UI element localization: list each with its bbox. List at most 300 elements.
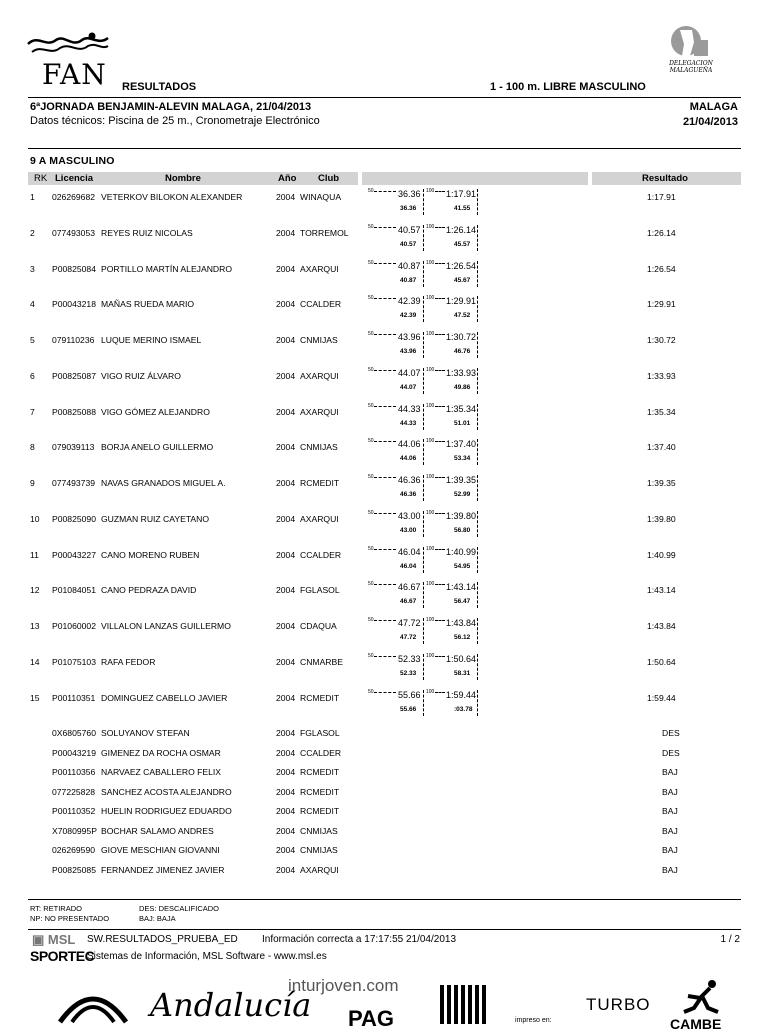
column-licencia: Licencia — [55, 173, 94, 184]
year-cell: 2004 — [276, 228, 296, 238]
year-cell: 2004 — [276, 585, 296, 595]
result-cell: 1:26.14 — [647, 228, 676, 238]
partial-1-time: 46.04 — [400, 563, 417, 570]
sponsor-cambe-text: CAMBE — [670, 1016, 722, 1032]
split-leader-2 — [435, 620, 445, 621]
split-label-100: 100 — [426, 367, 435, 373]
licence-cell: 0X6805760 — [52, 728, 96, 738]
status-cell: BAJ — [662, 767, 678, 777]
footer-report-name: SW.RESULTADOS_PRUEBA_ED — [87, 934, 238, 945]
club-cell: AXARQUI — [300, 264, 339, 274]
split-leader-2 — [435, 692, 445, 693]
rank-cell: 2 — [30, 228, 35, 238]
year-cell: 2004 — [276, 335, 296, 345]
year-cell: 2004 — [276, 806, 296, 816]
split-label-50: 50 — [368, 331, 374, 337]
split-times — [368, 403, 480, 433]
split-label-50: 50 — [368, 474, 374, 480]
column-anio: Año — [278, 173, 297, 184]
partial-2-time: 51.01 — [454, 420, 471, 427]
split-divider-1 — [423, 261, 424, 287]
split-label-50: 50 — [368, 188, 374, 194]
split-divider-1 — [423, 189, 424, 215]
sportec-logo: SPORTEC — [30, 948, 95, 964]
partial-2-time: 49.86 — [454, 384, 471, 391]
club-cell: CCALDER — [300, 748, 342, 758]
split-label-100: 100 — [426, 689, 435, 695]
result-cell: 1:30.72 — [647, 335, 676, 345]
split-100-time: 1:26.54 — [446, 261, 477, 271]
result-cell: 1:43.84 — [647, 621, 676, 631]
split-100-time: 1:43.14 — [446, 582, 477, 592]
year-cell: 2004 — [276, 767, 296, 777]
split-divider-2 — [477, 189, 478, 215]
name-cell: VETERKOV BILOKON ALEXANDER — [101, 192, 243, 202]
year-cell: 2004 — [276, 514, 296, 524]
partial-1-time: 40.87 — [400, 277, 417, 284]
split-label-100: 100 — [426, 617, 435, 623]
split-leader-1 — [374, 263, 396, 264]
split-100-time: 1:59.44 — [446, 690, 477, 700]
year-cell: 2004 — [276, 192, 296, 202]
delegacion-logo — [664, 22, 716, 86]
split-leader-2 — [435, 227, 445, 228]
year-cell: 2004 — [276, 264, 296, 274]
year-cell: 2004 — [276, 826, 296, 836]
split-50-time: 40.57 — [398, 225, 421, 235]
sponsor-junta-logo — [58, 982, 128, 1024]
name-cell: BORJA ANELO GUILLERMO — [101, 442, 214, 452]
rank-cell: 1 — [30, 192, 35, 202]
results-label: RESULTADOS — [122, 81, 197, 93]
result-cell: 1:37.40 — [647, 442, 676, 452]
split-100-time: 1:35.34 — [446, 404, 477, 414]
event-title: 1 - 100 m. LIBRE MASCULINO — [490, 81, 646, 93]
rank-cell: 7 — [30, 407, 35, 417]
name-cell: REYES RUIZ NICOLAS — [101, 228, 193, 238]
club-cell: CCALDER — [300, 299, 342, 309]
split-divider-1 — [423, 475, 424, 501]
split-leader-2 — [435, 191, 445, 192]
split-divider-2 — [477, 618, 478, 644]
licence-cell: P00825084 — [52, 264, 96, 274]
licence-cell: 077225828 — [52, 787, 96, 797]
result-cell: 1:35.34 — [647, 407, 676, 417]
split-50-time: 52.33 — [398, 654, 421, 664]
header-divider — [28, 97, 741, 98]
status-cell: BAJ — [662, 787, 678, 797]
rank-cell: 13 — [30, 621, 40, 631]
split-divider-1 — [423, 225, 424, 251]
split-label-50: 50 — [368, 260, 374, 266]
split-divider-2 — [477, 439, 478, 465]
split-label-100: 100 — [426, 474, 435, 480]
name-cell: LUQUE MERINO ISMAEL — [101, 335, 202, 345]
name-cell: BOCHAR SALAMO ANDRES — [101, 826, 214, 836]
split-label-100: 100 — [426, 653, 435, 659]
msl-logo — [32, 932, 75, 948]
year-cell: 2004 — [276, 407, 296, 417]
name-cell: HUELIN RODRIGUEZ EDUARDO — [101, 806, 232, 816]
status-cell: DES — [662, 728, 680, 738]
column-splits-bar — [362, 172, 588, 185]
split-50-time: 42.39 — [398, 296, 421, 306]
split-label-50: 50 — [368, 581, 374, 587]
split-label-100: 100 — [426, 260, 435, 266]
club-cell: FGLASOL — [300, 728, 340, 738]
split-50-time: 43.00 — [398, 511, 421, 521]
split-leader-2 — [435, 334, 445, 335]
split-50-time: 46.36 — [398, 475, 421, 485]
split-divider-2 — [477, 547, 478, 573]
split-leader-1 — [374, 370, 396, 371]
rank-cell: 9 — [30, 478, 35, 488]
split-times — [368, 295, 480, 325]
result-cell: 1:29.91 — [647, 299, 676, 309]
sponsor-pag-logo: PAG — [348, 1006, 395, 1031]
footer-divider — [28, 929, 741, 930]
split-divider-1 — [423, 439, 424, 465]
split-divider-1 — [423, 582, 424, 608]
partial-2-time: 56.12 — [454, 634, 471, 641]
fan-logo — [26, 30, 110, 92]
split-divider-1 — [423, 547, 424, 573]
year-cell: 2004 — [276, 845, 296, 855]
split-times — [368, 653, 480, 683]
split-divider-1 — [423, 618, 424, 644]
split-100-time: 1:39.35 — [446, 475, 477, 485]
split-50-time: 44.06 — [398, 439, 421, 449]
split-50-time: 55.66 — [398, 690, 421, 700]
year-cell: 2004 — [276, 478, 296, 488]
club-cell: CNMARBE — [300, 657, 343, 667]
licence-cell: 077493739 — [52, 478, 96, 488]
split-100-time: 1:50.64 — [446, 654, 477, 664]
split-leader-2 — [435, 263, 445, 264]
split-divider-2 — [477, 296, 478, 322]
result-cell: 1:26.54 — [647, 264, 676, 274]
club-cell: RCMEDIT — [300, 693, 340, 703]
meet-date: 21/04/2013 — [682, 116, 738, 128]
licence-cell: 026269590 — [52, 845, 96, 855]
split-divider-2 — [477, 511, 478, 537]
split-leader-2 — [435, 549, 445, 550]
name-cell: DOMINGUEZ CABELLO JAVIER — [101, 693, 228, 703]
split-divider-1 — [423, 404, 424, 430]
split-50-time: 47.72 — [398, 618, 421, 628]
club-cell: CDAQUA — [300, 621, 337, 631]
runner-icon — [672, 978, 736, 1014]
split-50-time: 40.87 — [398, 261, 421, 271]
partial-2-time: 45.67 — [454, 277, 471, 284]
partial-1-time: 46.67 — [400, 598, 417, 605]
year-cell: 2004 — [276, 299, 296, 309]
meet-city: MALAGA — [689, 101, 738, 113]
club-cell: WINAQUA — [300, 192, 342, 202]
split-leader-2 — [435, 406, 445, 407]
split-label-100: 100 — [426, 188, 435, 194]
club-cell: CNMIJAS — [300, 442, 338, 452]
rank-cell: 3 — [30, 264, 35, 274]
licence-cell: P00825087 — [52, 371, 96, 381]
licence-cell: P00043227 — [52, 550, 96, 560]
split-divider-1 — [423, 368, 424, 394]
partial-2-time: 58.31 — [454, 670, 471, 677]
msl-logo-text: MSL — [47, 932, 76, 947]
result-cell: 1:17.91 — [647, 192, 676, 202]
partial-1-time: 36.36 — [400, 205, 417, 212]
year-cell: 2004 — [276, 748, 296, 758]
club-cell: CNMIJAS — [300, 845, 338, 855]
partial-2-time: 52.99 — [454, 491, 471, 498]
split-leader-1 — [374, 549, 396, 550]
split-label-100: 100 — [426, 510, 435, 516]
fan-logo-text: FAN — [42, 58, 107, 91]
name-cell: GUZMAN RUIZ CAYETANO — [101, 514, 210, 524]
split-times — [368, 331, 480, 361]
rank-cell: 8 — [30, 442, 35, 452]
split-divider-2 — [477, 261, 478, 287]
split-100-time: 1:37.40 — [446, 439, 477, 449]
split-times — [368, 438, 480, 468]
split-divider-1 — [423, 690, 424, 716]
licence-cell: P01084051 — [52, 585, 96, 595]
column-rk: RK — [34, 173, 48, 184]
split-100-time: 1:17.91 — [446, 189, 477, 199]
split-leader-1 — [374, 441, 396, 442]
rank-cell: 14 — [30, 657, 40, 667]
partial-2-time: 45.57 — [454, 241, 471, 248]
licence-cell: P00110352 — [52, 806, 96, 816]
result-cell: 1:39.35 — [647, 478, 676, 488]
year-cell: 2004 — [276, 787, 296, 797]
club-cell: RCMEDIT — [300, 767, 340, 777]
split-times — [368, 188, 480, 218]
licence-cell: 079039113 — [52, 442, 95, 452]
split-label-100: 100 — [426, 546, 435, 552]
technical-data: Datos técnicos: Piscina de 25 m., Cronometraje Electrónico — [30, 115, 320, 127]
name-cell: NARVAEZ CABALLERO FELIX — [101, 767, 222, 777]
split-times — [368, 510, 480, 540]
split-leader-2 — [435, 656, 445, 657]
column-club: Club — [318, 173, 340, 184]
club-cell: AXARQUI — [300, 407, 339, 417]
name-cell: VIGO RUIZ ÁLVARO — [101, 371, 181, 381]
sponsor-turbo-logo: TURBO — [586, 995, 651, 1014]
result-cell: 1:59.44 — [647, 693, 676, 703]
split-divider-2 — [477, 475, 478, 501]
name-cell: CANO PEDRAZA DAVID — [101, 585, 197, 595]
legend-des: DES: DESCALIFICADO — [139, 904, 220, 913]
split-leader-2 — [435, 513, 445, 514]
split-leader-1 — [374, 227, 396, 228]
rank-cell: 15 — [30, 693, 40, 703]
split-times — [368, 546, 480, 576]
rank-cell: 10 — [30, 514, 40, 524]
legend-baj: BAJ: BAJA — [139, 914, 176, 923]
name-cell: NAVAS GRANADOS MIGUEL A. — [101, 478, 226, 488]
status-cell: BAJ — [662, 845, 678, 855]
split-times — [368, 689, 480, 719]
club-cell: CCALDER — [300, 550, 342, 560]
club-cell: AXARQUI — [300, 865, 339, 875]
name-cell: GIMENEZ DA ROCHA OSMAR — [101, 748, 221, 758]
licence-cell: P00110351 — [52, 693, 96, 703]
licence-cell: P01075103 — [52, 657, 96, 667]
meet-title: 6ªJORNADA BENJAMIN-ALEVIN MALAGA, 21/04/2013 — [30, 101, 312, 113]
split-label-100: 100 — [426, 403, 435, 409]
result-cell: 1:39.80 — [647, 514, 676, 524]
column-result-bar — [592, 172, 741, 185]
club-cell: RCMEDIT — [300, 478, 340, 488]
split-100-time: 1:39.80 — [446, 511, 477, 521]
split-divider-2 — [477, 225, 478, 251]
partial-1-time: 44.33 — [400, 420, 417, 427]
licence-cell: 026269682 — [52, 192, 96, 202]
club-cell: AXARQUI — [300, 514, 339, 524]
name-cell: RAFA FEDOR — [101, 657, 156, 667]
licence-cell: P00110356 — [52, 767, 96, 777]
rank-cell: 11 — [30, 550, 39, 560]
column-resultado: Resultado — [642, 173, 688, 184]
split-times — [368, 260, 480, 290]
partial-2-time: :03.78 — [454, 706, 473, 713]
licence-cell: P01060002 — [52, 621, 96, 631]
partial-1-time: 42.39 — [400, 312, 417, 319]
partial-2-time: 46.76 — [454, 348, 471, 355]
split-50-time: 46.04 — [398, 547, 421, 557]
split-times — [368, 224, 480, 254]
split-leader-1 — [374, 298, 396, 299]
split-times — [368, 617, 480, 647]
licence-cell: P00043219 — [52, 748, 96, 758]
delegacion-logo-text: DELEGACION MALAGUEÑA — [669, 60, 713, 74]
rank-cell: 5 — [30, 335, 35, 345]
partial-1-time: 47.72 — [400, 634, 417, 641]
split-times — [368, 367, 480, 397]
sponsor-impreso-text: impreso en: — [515, 1017, 552, 1024]
year-cell: 2004 — [276, 371, 296, 381]
sponsor-cambe-logo — [670, 978, 736, 1032]
split-label-50: 50 — [368, 546, 374, 552]
split-label-50: 50 — [368, 617, 374, 623]
split-leader-2 — [435, 477, 445, 478]
split-label-100: 100 — [426, 581, 435, 587]
split-label-50: 50 — [368, 689, 374, 695]
name-cell: SOLUYANOV STEFAN — [101, 728, 190, 738]
year-cell: 2004 — [276, 657, 296, 667]
msl-icon: ▣ — [32, 932, 45, 947]
split-leader-2 — [435, 298, 445, 299]
result-cell: 1:50.64 — [647, 657, 676, 667]
split-100-time: 1:33.93 — [446, 368, 477, 378]
club-cell: FGLASOL — [300, 585, 340, 595]
name-cell: VILLALON LANZAS GUILLERMO — [101, 621, 231, 631]
split-leader-1 — [374, 513, 396, 514]
partial-1-time: 43.00 — [400, 527, 417, 534]
split-divider-2 — [477, 404, 478, 430]
name-cell: MAÑAS RUEDA MARIO — [101, 299, 195, 309]
split-leader-1 — [374, 191, 396, 192]
split-times — [368, 581, 480, 611]
partial-1-time: 52.33 — [400, 670, 417, 677]
split-divider-2 — [477, 582, 478, 608]
split-label-100: 100 — [426, 295, 435, 301]
club-cell: TORREMOL — [300, 228, 349, 238]
club-cell: CNMIJAS — [300, 335, 338, 345]
name-cell: CANO MORENO RUBEN — [101, 550, 200, 560]
name-cell: PORTILLO MARTÍN ALEJANDRO — [101, 264, 233, 274]
footer-page: 1 / 2 — [720, 934, 740, 945]
year-cell: 2004 — [276, 865, 296, 875]
qr-code-icon — [440, 985, 486, 1024]
category-title: 9 A MASCULINO — [30, 155, 115, 167]
name-cell: VIGO GÓMEZ ALEJANDRO — [101, 407, 210, 417]
split-label-50: 50 — [368, 438, 374, 444]
club-cell: CNMIJAS — [300, 826, 338, 836]
legend-rt: RT: RETIRADO — [30, 904, 82, 913]
partial-1-time: 44.07 — [400, 384, 417, 391]
legend-np: NP: NO PRESENTADO — [30, 914, 110, 923]
partial-2-time: 54.95 — [454, 563, 471, 570]
rank-cell: 6 — [30, 371, 35, 381]
split-label-50: 50 — [368, 367, 374, 373]
split-leader-2 — [435, 441, 445, 442]
split-50-time: 43.96 — [398, 332, 421, 342]
partial-2-time: 47.52 — [454, 312, 471, 319]
split-divider-1 — [423, 654, 424, 680]
split-divider-2 — [477, 368, 478, 394]
year-cell: 2004 — [276, 621, 296, 631]
split-label-50: 50 — [368, 653, 374, 659]
result-cell: 1:40.99 — [647, 550, 676, 560]
split-leader-1 — [374, 656, 396, 657]
split-leader-1 — [374, 334, 396, 335]
partial-1-time: 46.36 — [400, 491, 417, 498]
name-cell: SANCHEZ ACOSTA ALEJANDRO — [101, 787, 232, 797]
status-cell: DES — [662, 748, 680, 758]
column-header-bar — [28, 172, 358, 185]
split-divider-1 — [423, 296, 424, 322]
name-cell: GIOVE MESCHIAN GIOVANNI — [101, 845, 220, 855]
licence-cell: P00825090 — [52, 514, 96, 524]
split-divider-2 — [477, 654, 478, 680]
split-divider-2 — [477, 332, 478, 358]
club-cell: RCMEDIT — [300, 787, 340, 797]
partial-1-time: 40.57 — [400, 241, 417, 248]
status-cell: BAJ — [662, 826, 678, 836]
sponsor-andalucia-logo: Andalucía — [150, 986, 312, 1024]
split-leader-2 — [435, 370, 445, 371]
split-leader-1 — [374, 692, 396, 693]
partial-2-time: 41.55 — [454, 205, 471, 212]
split-leader-1 — [374, 477, 396, 478]
split-label-50: 50 — [368, 510, 374, 516]
status-cell: BAJ — [662, 865, 678, 875]
partial-2-time: 53.34 — [454, 455, 471, 462]
year-cell: 2004 — [276, 693, 296, 703]
partial-1-time: 43.96 — [400, 348, 417, 355]
split-label-50: 50 — [368, 403, 374, 409]
club-cell: RCMEDIT — [300, 806, 340, 816]
split-50-time: 46.67 — [398, 582, 421, 592]
split-label-100: 100 — [426, 224, 435, 230]
delegacion-emblem-icon — [664, 22, 716, 62]
split-50-time: 44.33 — [398, 404, 421, 414]
licence-cell: 079110236 — [52, 335, 95, 345]
split-100-time: 1:26.14 — [446, 225, 477, 235]
split-label-100: 100 — [426, 438, 435, 444]
